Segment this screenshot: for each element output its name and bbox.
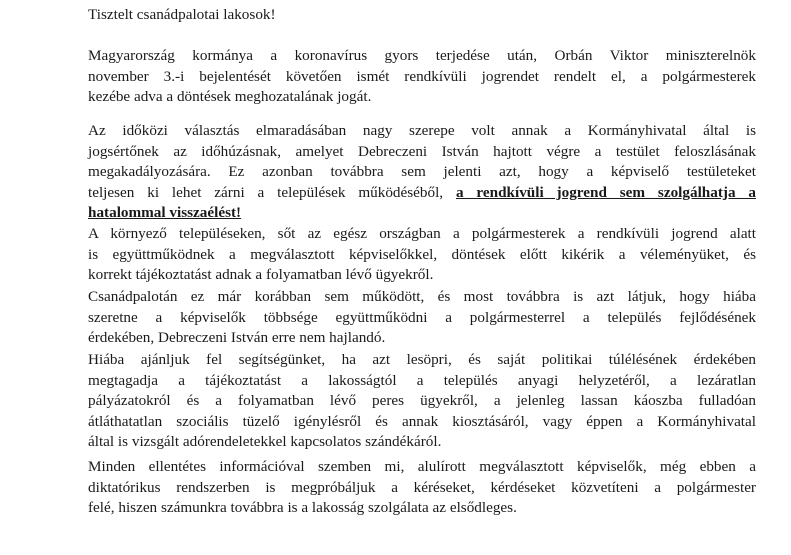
paragraph-5-line-3: pályázatokról és a folyamatban lévő peres ügyekről, a jelenleg lassan káoszba fulladóan [88, 392, 756, 409]
paragraph-4 [88, 287, 756, 349]
paragraph-1-line-1: Magyarország kormánya a koronavírus gyors terjedése után, Orbán Viktor miniszterelnök [88, 47, 756, 64]
paragraph-2 [88, 121, 756, 224]
paragraph-2-line-4-text: teljesen ki lehet zárni a települések működéséből, [88, 183, 456, 201]
paragraph-2-line-4 [88, 183, 756, 204]
paragraph-4-line-3: érdekében, Debreczeni István erre nem hajlandó. [88, 329, 386, 346]
paragraph-5-line-5: által is vizsgált adórendeletekkel kapcsolatos szándékáról. [88, 433, 442, 450]
salutation-text: Tisztelt csanádpalotai lakosok! [88, 6, 276, 23]
paragraph-6 [88, 457, 756, 519]
paragraph-2-line-2: jogsértőnek az időhúzásnak, amelyet Debreczeni István hajtott végre a testület feloszlásának [88, 142, 756, 160]
paragraph-3-line-2: is együttműködnek a megválasztott képviselőkkel, döntések előtt kikérik a véleményüket, és [88, 245, 756, 263]
paragraph-2-line-5 [88, 203, 756, 224]
paragraph-1-line-3: kezébe adva a döntések meghozatalának jogát. [88, 88, 372, 105]
paragraph-6-line-3: felé, hiszen számunkra továbbra is a lakosság szolgálata az elsődleges. [88, 499, 517, 516]
paragraph-6-line-2: diktatórikus rendszerben is megpróbáljuk a kéréseket, kérdéseket közvetíteni a polgármester [88, 478, 756, 496]
paragraph-6-line-1: Minden ellentétes információval szemben mi, alulírott megválasztott képviselők, még ebben a [88, 458, 756, 475]
paragraph-3-line-1: A környező településeken, sőt az egész országban a polgármesterek a rendkívüli jogrend alatt [88, 225, 756, 242]
paragraph-4-line-1: Csanádpalotán ez már korábban sem működött, és most továbbra is azt látjuk, hogy hiába [88, 288, 756, 305]
paragraph-5-line-1: Hiába ajánljuk fel segítségünket, ha azt lesöpri, és saját politikai túlélésének érdekében [88, 351, 756, 368]
paragraph-3-line-3: korrekt tájékoztatást adnak a folyamatban lévő ügyekről. [88, 266, 434, 283]
paragraph-1 [88, 46, 756, 108]
emphasis-text-end: hatalommal visszaélést! [88, 204, 242, 221]
paragraph-1-line-2: november 3.-i bejelentését követően ismét rendkívüli jogrendet rendelt el, a polgármesterek [88, 67, 756, 85]
paragraph-5-line-4: átláthatatlan szociális tüzelő igénylésről és annak kiosztásáról, vagy éppen a Kormányhivatal [88, 412, 756, 430]
paragraph-2-line-1: Az időközi választás elmaradásában nagy szerepe volt annak a Kormányhivatal által is [88, 122, 756, 139]
paragraph-3 [88, 224, 756, 286]
salutation [88, 5, 756, 26]
paragraph-2-line-3: megakadályozására. Ez azonban továbbra sem jelenti azt, hogy a képviselő testületeket [88, 163, 756, 180]
emphasis-text: a rendkívüli jogrend sem szolgálhatja a [455, 183, 757, 201]
paragraph-4-line-2: szeretne a képviselők többsége együttműködni a polgármesterrel a település fejlődésének [88, 308, 756, 326]
paragraph-5 [88, 350, 756, 453]
paragraph-5-line-2: megtagadja a tájékoztatást a lakosságtól a település anyagi helyzetéről, a lezáratlan [88, 371, 756, 389]
